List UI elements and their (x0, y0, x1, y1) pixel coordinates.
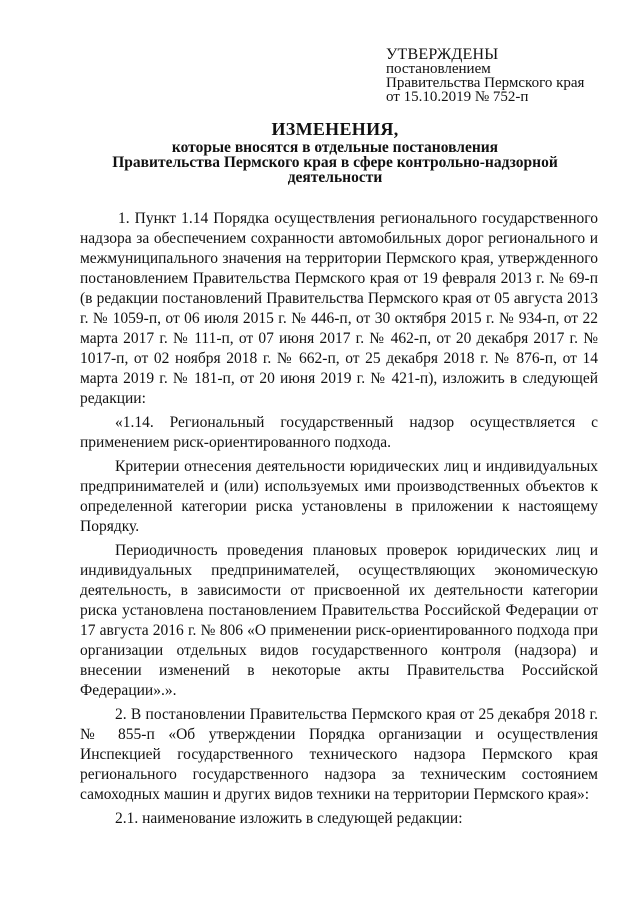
paragraph-item-2: 2. В постановлении Правительства Пермского края от 25 декабря 2018 г. № 855-п «Об утверждении Порядка организации и осуществления Инспекцией государственного технического надзора Пермского края регионального государственного надзора за техническим состоянием самоходных машин и других видов техники на территории Пермского края»: (80, 706, 598, 803)
document-subtitle-line: деятельности (287, 169, 383, 186)
paragraph-item-1: 1. Пункт 1.14 Порядка осуществления регионального государственного надзора за обеспечением сохранности автомобильных дорог регионального и межмуниципального значения на территории Пермского края, утвержденного постановлением Правительства Пермского края от 19 февраля 2013 г. № 69-п (в редакции постановлений Правительства Пермского края от 05 августа 2013 г. № 1059-п, от 06 июля 2015 г. № 446-п, от 30 октября 2015 г. № 934-п, от 22 марта 2017 г. № 111-п, от 07 июня 2017 г. № 462-п, от 20 декабря 2017 г. № 1017-п, от 02 ноября 2018 г. № 662-п, от 25 декабря 2018 г. № 876-п, от 14 марта 2019 г. № 181-п, от 20 июня 2019 г. № 421-п), изложить в следующей редакции: (80, 210, 598, 407)
paragraph-criteria: Критерии отнесения деятельности юридических лиц и индивидуальных предпринимателей и (или) используемых ими производственных объектов к определенной категории риска установлены в приложении к настоящему Порядку. (80, 458, 598, 535)
approval-authority: Правительства Пермского края (386, 75, 585, 91)
document-subtitle-line: Правительства Пермского края в сфере контрольно-надзорной (112, 154, 558, 171)
paragraph-item-2-1: 2.1. наименование изложить в следующей редакции: (115, 810, 463, 827)
document-title-block (60, 118, 610, 185)
document-subtitle-line: которые вносятся в отдельные постановления (171, 139, 499, 156)
approval-line: постановлением (386, 61, 491, 77)
paragraph-quote-start: «1.14. Региональный государственный надзор осуществляется с применением риск-ориентированного подхода. (80, 414, 598, 451)
paragraph-periodicity: Периодичность проведения плановых проверок юридических лиц и индивидуальных предпринимателей, осуществляющих экономическую деятельность, в зависимости от присвоенной их деятельности категории риска установлена постановлением Правительства Российской Федерации от 17 августа 2016 г. № 806 «О применении риск-ориентированного подхода при организации отдельных видов государственного контроля (надзора) и внесении изменений в некоторые акты Правительства Российской Федерации».». (80, 542, 598, 699)
approval-heading: УТВЕРЖДЕНЫ (386, 46, 499, 63)
document-title: ИЗМЕНЕНИЯ, (271, 119, 399, 139)
document-body (80, 209, 598, 829)
approval-date-number: от 15.10.2019 № 752-п (386, 89, 529, 105)
approval-stamp (386, 48, 626, 104)
